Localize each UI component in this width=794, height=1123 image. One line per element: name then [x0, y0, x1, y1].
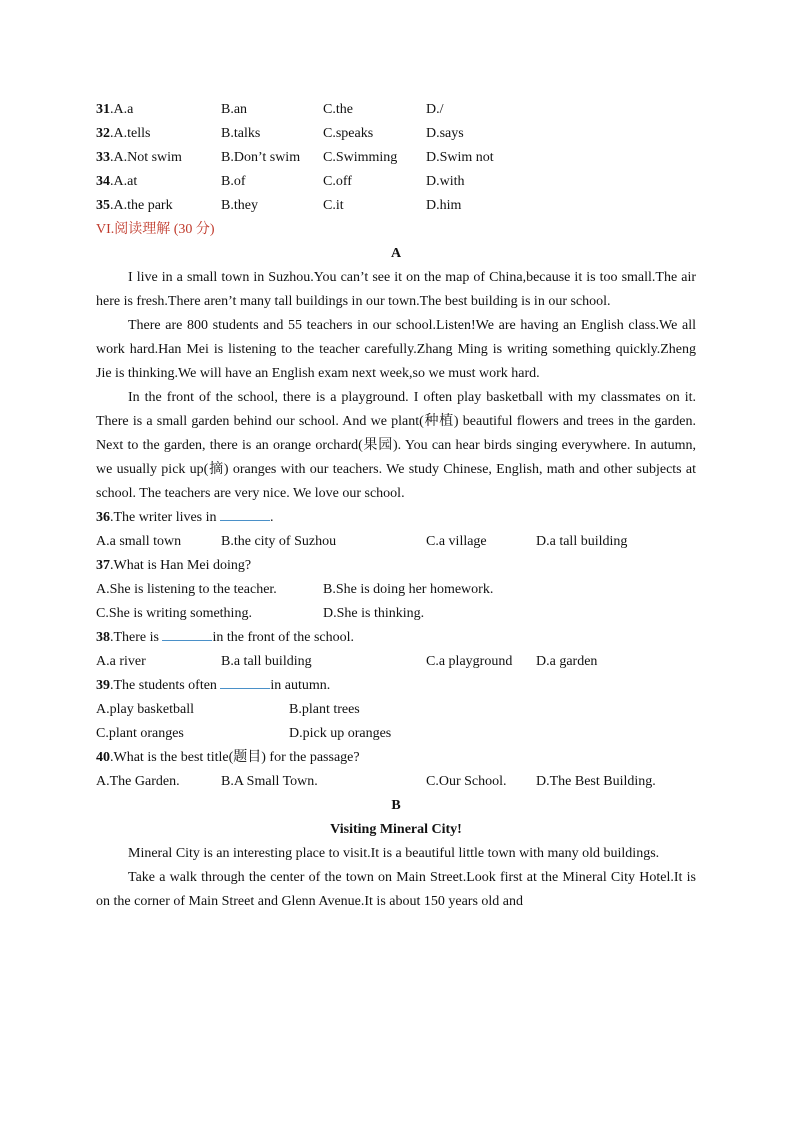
passage-b-title: Visiting Mineral City!: [330, 822, 462, 837]
question-number: 32: [96, 126, 110, 141]
option-c: C.off: [323, 174, 352, 189]
passage-b-paragraph-2: Take a walk through the center of the town on Main Street.Look first at the Mineral City Hotel.It is on the corner of Main Street and Glenn Avenue.It is about 150 years old and: [96, 870, 696, 909]
option-a: A.a small town: [96, 534, 182, 549]
option-b: B.they: [221, 198, 258, 213]
question-37-options-2: [96, 602, 696, 626]
option-a: A.a river: [96, 654, 146, 669]
question-number: 38: [96, 630, 110, 645]
answer-blank[interactable]: [220, 506, 270, 521]
question-37-options-1: [96, 578, 696, 602]
option-a: .A.a: [110, 102, 134, 117]
option-b: B.talks: [221, 126, 261, 141]
option-d: D.with: [426, 174, 465, 189]
option-c: C.plant oranges: [96, 726, 184, 741]
option-c: C.Swimming: [323, 150, 398, 165]
section-heading: VI.阅读理解 (30 分): [96, 222, 215, 237]
option-d: D.She is thinking.: [323, 606, 425, 621]
passage-a-paragraph-1: I live in a small town in Suzhou.You can’t see it on the map of China,because it is too small.The air here is fresh.There aren’t many tall buildings in our town.The best building is in our school.: [96, 270, 696, 309]
option-d: D.Swim not: [426, 150, 494, 165]
option-a: .A.Not swim: [110, 150, 182, 165]
question-39-options-2: [96, 722, 696, 746]
mc-question-list: [96, 98, 696, 218]
option-d: D.says: [426, 126, 464, 141]
question-number: 40: [96, 750, 110, 765]
question-number: 39: [96, 678, 110, 693]
option-a: .A.the park: [110, 198, 173, 213]
option-c: C.a playground: [426, 654, 513, 669]
option-a: A.play basketball: [96, 702, 194, 717]
passage-a-label: A: [390, 246, 402, 261]
option-d: D.pick up oranges: [289, 726, 392, 741]
exam-page: [96, 98, 696, 914]
question-text: .What is Han Mei doing?: [110, 558, 252, 573]
option-b: B.an: [221, 102, 248, 117]
question-36-options: [96, 530, 696, 554]
question-number: 34: [96, 174, 110, 189]
question-number: 37: [96, 558, 110, 573]
question-text: .The writer lives in: [110, 510, 217, 525]
option-c: C.Our School.: [426, 774, 507, 789]
option-b: B.the city of Suzhou: [221, 534, 337, 549]
passage-a-paragraph-2: There are 800 students and 55 teachers in our school.Listen!We are having an English class.We all work hard.Han Mei is listening to the teacher carefully.Zhang Ming is writing something quickly.Zheng Jie is thinking.We will have an English exam next week,so we must work hard.: [96, 318, 696, 381]
question-38-stem: [96, 626, 696, 650]
option-b: B.She is doing her homework.: [323, 582, 494, 597]
question-number: 36: [96, 510, 110, 525]
option-b: B.plant trees: [289, 702, 360, 717]
option-d: D.a garden: [536, 654, 598, 669]
option-c: C.the: [323, 102, 353, 117]
question-39-stem: [96, 674, 696, 698]
question-number: 33: [96, 150, 110, 165]
option-b: B.a tall building: [221, 654, 312, 669]
question-text-end: in autumn.: [270, 678, 331, 693]
mc-question-34: [96, 170, 696, 194]
option-d: D.The Best Building.: [536, 774, 656, 789]
option-a: .A.tells: [110, 126, 151, 141]
option-d: D.him: [426, 198, 462, 213]
option-c: C.it: [323, 198, 344, 213]
option-a: .A.at: [110, 174, 138, 189]
question-text: .What is the best title(题目) for the passage?: [110, 750, 360, 765]
question-number: 35: [96, 198, 110, 213]
option-b: B.of: [221, 174, 246, 189]
option-b: B.A Small Town.: [221, 774, 318, 789]
answer-blank[interactable]: [162, 626, 212, 641]
question-37-stem: [96, 554, 696, 578]
option-d: D./: [426, 102, 444, 117]
passage-b-paragraph-1: Mineral City is an interesting place to visit.It is a beautiful little town with many old buildings.: [128, 846, 660, 861]
option-c: C.speaks: [323, 126, 374, 141]
passage-a-paragraph-3: In the front of the school, there is a playground. I often play basketball with my classmates on it. There is a small garden behind our school. And we plant(种植) beautiful flowers and trees in the garden. Next to the garden, there is an orange orchard(果园). You can hear birds singing everywhere. In autumn, we usually pick up(摘) oranges with our teachers. We study Chinese, English, math and other subjects at school. The teachers are very nice. We love our school.: [96, 390, 696, 501]
question-text: .The students often: [110, 678, 217, 693]
question-40-stem: [96, 746, 696, 770]
option-a: A.She is listening to the teacher.: [96, 582, 277, 597]
answer-blank[interactable]: [220, 674, 270, 689]
passage-b-label: B: [391, 798, 401, 813]
question-text-end: .: [270, 510, 274, 525]
question-40-options: [96, 770, 696, 794]
question-38-options: [96, 650, 696, 674]
option-d: D.a tall building: [536, 534, 628, 549]
option-b: B.Don’t swim: [221, 150, 301, 165]
mc-question-33: [96, 146, 696, 170]
mc-question-31: [96, 98, 696, 122]
question-39-options-1: [96, 698, 696, 722]
option-c: C.a village: [426, 534, 487, 549]
option-c: C.She is writing something.: [96, 606, 252, 621]
question-36-stem: [96, 506, 696, 530]
question-text: .There is: [110, 630, 159, 645]
question-text-end: in the front of the school.: [212, 630, 355, 645]
option-a: A.The Garden.: [96, 774, 180, 789]
mc-question-32: [96, 122, 696, 146]
mc-question-35: [96, 194, 696, 218]
question-number: 31: [96, 102, 110, 117]
